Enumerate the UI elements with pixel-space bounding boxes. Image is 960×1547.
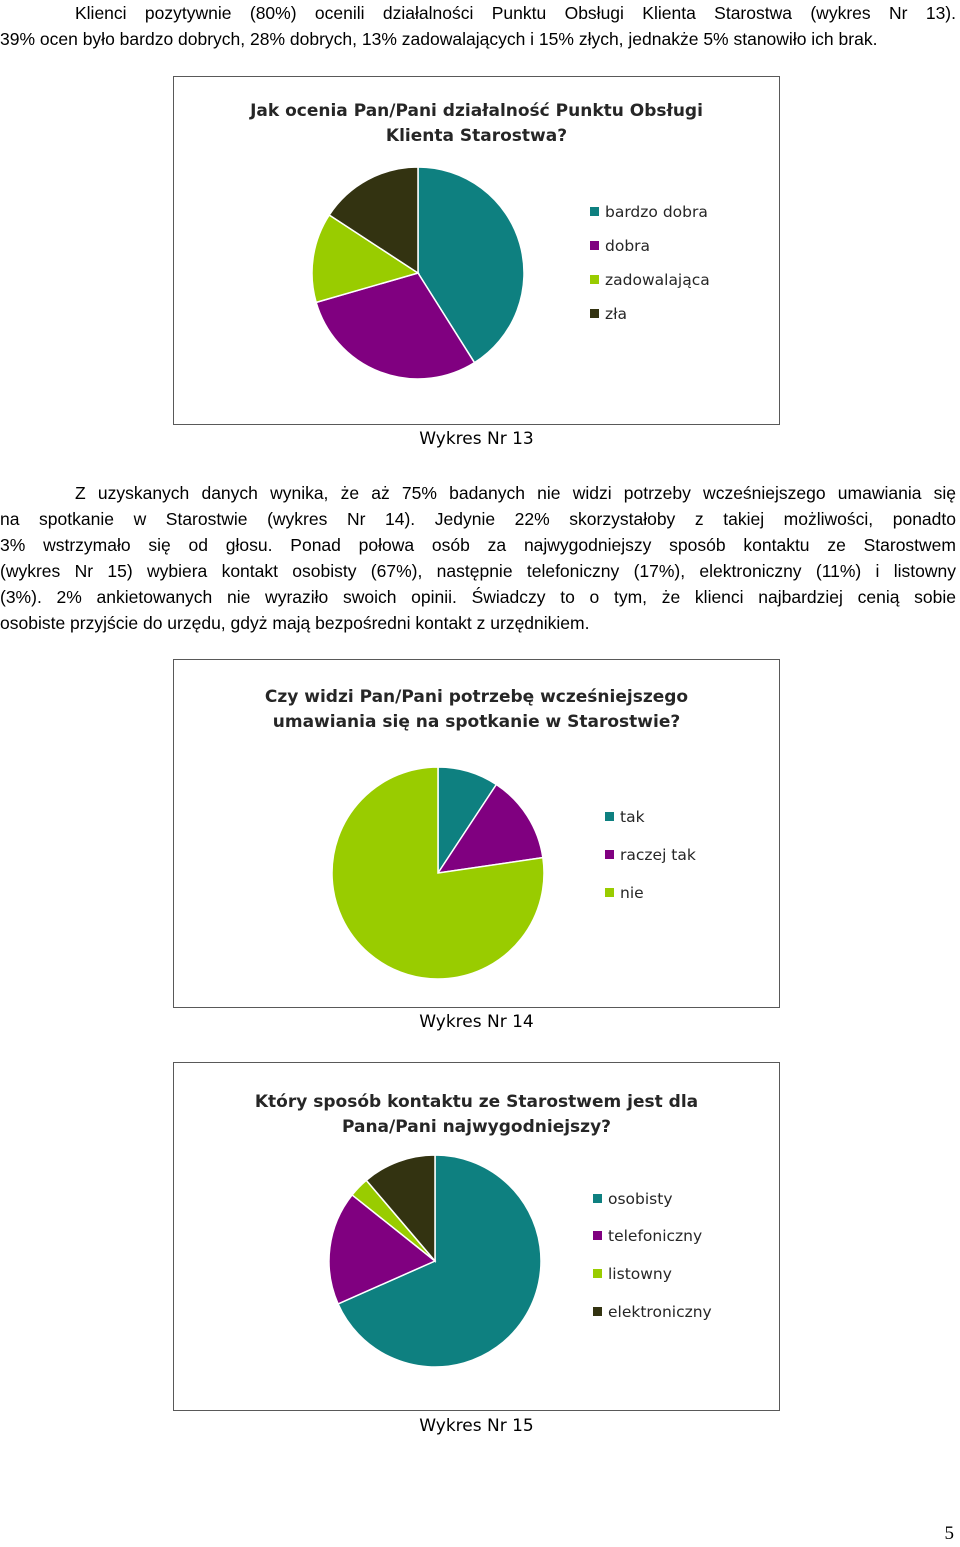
chart-caption: Wykres Nr 14 bbox=[419, 1012, 534, 1032]
legend-label: osobisty bbox=[608, 1190, 673, 1208]
legend-label: zła bbox=[605, 305, 628, 323]
page-number: 5 bbox=[944, 1523, 954, 1544]
pie-chart bbox=[298, 153, 538, 393]
legend-item bbox=[590, 271, 710, 289]
legend-item bbox=[605, 884, 644, 902]
legend-swatch bbox=[605, 850, 614, 859]
chart-title bbox=[174, 1090, 779, 1140]
paragraph-line: 3% wstrzymało się od głosu. Ponad połowa osób za najwygodniejszy sposób kontaktu ze Starostwem bbox=[0, 535, 956, 555]
paragraph-line: Klienci pozytywnie (80%) ocenili działalności Punktu Obsługi Klienta Starostwa (wykres Nr 13). bbox=[75, 3, 956, 23]
legend-label: bardzo dobra bbox=[605, 203, 708, 221]
legend-item bbox=[590, 305, 627, 323]
legend-label: elektroniczny bbox=[608, 1303, 712, 1321]
legend-item bbox=[605, 846, 696, 864]
chart-caption: Wykres Nr 15 bbox=[419, 1416, 534, 1436]
legend-item bbox=[590, 237, 650, 255]
chart-title-line: Klienta Starostwa? bbox=[385, 126, 568, 146]
paragraph-line: (3%). 2% ankietowanych nie wyraziło swoich opinii. Świadczy to o tym, że klienci najbardziej cenią sobie bbox=[0, 587, 956, 607]
legend-label: listowny bbox=[608, 1265, 672, 1283]
legend-swatch bbox=[590, 207, 599, 216]
legend-label: tak bbox=[620, 808, 645, 826]
legend-swatch bbox=[593, 1194, 602, 1203]
paragraph-results bbox=[0, 480, 956, 636]
chart-title-line: Pana/Pani najwygodniejszy? bbox=[341, 1117, 612, 1137]
chart-title-line: umawiania się na spotkanie w Starostwie? bbox=[272, 712, 681, 732]
legend-swatch bbox=[590, 275, 599, 284]
chart-title bbox=[174, 99, 779, 149]
paragraph-line: Z uzyskanych danych wynika, że aż 75% badanych nie widzi potrzeby wcześniejszego umawiania się bbox=[75, 483, 956, 503]
chart-15 bbox=[173, 1062, 780, 1411]
legend-swatch bbox=[605, 812, 614, 821]
legend-swatch bbox=[593, 1307, 602, 1316]
legend-item bbox=[593, 1303, 712, 1321]
legend-swatch bbox=[590, 241, 599, 250]
legend-label: dobra bbox=[605, 237, 651, 255]
paragraph-line: osobiste przyjście do urzędu, gdyż mają bezpośredni kontakt z urzędnikiem. bbox=[0, 613, 590, 633]
pie-chart bbox=[315, 1141, 555, 1381]
paragraph-intro bbox=[0, 0, 956, 52]
legend-swatch bbox=[605, 888, 614, 897]
legend-label: nie bbox=[620, 884, 644, 902]
pie-chart bbox=[318, 753, 558, 993]
legend-item bbox=[593, 1265, 672, 1283]
legend-item bbox=[593, 1227, 702, 1245]
chart-title-line: Który sposób kontaktu ze Starostwem jest dla bbox=[254, 1092, 699, 1112]
chart-title-line: Jak ocenia Pan/Pani działalność Punktu Obsługi bbox=[250, 101, 703, 121]
chart-title bbox=[174, 685, 779, 735]
legend-label: telefoniczny bbox=[608, 1227, 703, 1245]
legend-item bbox=[593, 1190, 673, 1208]
chart-14 bbox=[173, 659, 780, 1008]
legend-swatch bbox=[593, 1269, 602, 1278]
paragraph-line: (wykres Nr 15) wybiera kontakt osobisty (67%), następnie telefoniczny (17%), elektroniczny (11%) i listowny bbox=[0, 561, 956, 581]
chart-13 bbox=[173, 76, 780, 425]
paragraph-line: 39% ocen było bardzo dobrych, 28% dobrych, 13% zadowalających i 15% złych, jednakże 5% stanowiło ich brak. bbox=[0, 29, 878, 49]
chart-title-line: Czy widzi Pan/Pani potrzebę wcześniejszego bbox=[264, 687, 689, 707]
legend-swatch bbox=[590, 309, 599, 318]
legend-item bbox=[605, 808, 645, 826]
legend-item bbox=[590, 203, 708, 221]
paragraph-line: na spotkanie w Starostwie (wykres Nr 14). Jedynie 22% skorzystałoby z takiej możliwości, ponadto bbox=[0, 509, 956, 529]
legend-swatch bbox=[593, 1231, 602, 1240]
legend-label: raczej tak bbox=[620, 846, 696, 864]
chart-caption: Wykres Nr 13 bbox=[419, 429, 534, 449]
legend-label: zadowalająca bbox=[605, 271, 710, 289]
